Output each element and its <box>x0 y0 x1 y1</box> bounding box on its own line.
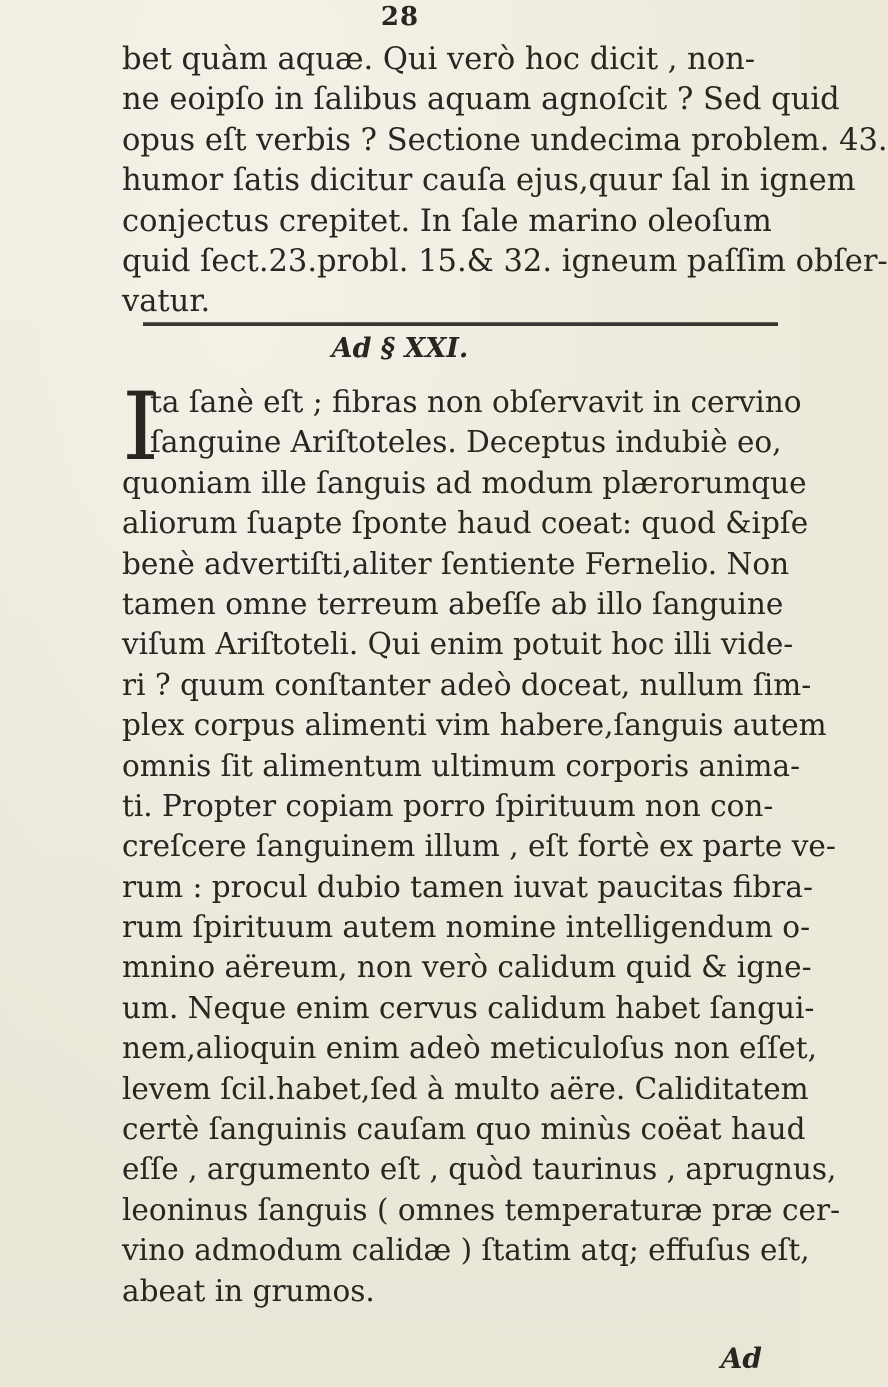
text-line: ſanguine Ariſtoteles. Deceptus indubiè eo, <box>150 425 782 460</box>
text-line: um. Neque enim cervus calidum habet ſangui- <box>122 990 815 1025</box>
paragraph-2 <box>122 373 841 1311</box>
text-line: conjectus crepitet. In ſale marino oleoſum <box>122 203 772 239</box>
text-line: viſum Ariſtoteli. Qui enim potuit hoc illi vide- <box>122 627 794 662</box>
text-line: quid ſect.23.probl. 15.& 32. igneum paſſim obſer- <box>122 243 888 279</box>
text-line: creſcere ſanguinem illum , eſt fortè ex parte ve- <box>122 829 836 864</box>
text-line: certè ſanguinis cauſam quo minùs coëat haud <box>122 1112 806 1147</box>
text-line: aliorum ſuapte ſponte haud coeat: quod &ipſe <box>122 506 809 541</box>
catchword: Ad <box>720 1342 762 1375</box>
text-line: ri ? quum conſtanter adeò doceat, nullum ſim- <box>122 667 812 702</box>
text-line: vatur. <box>122 284 211 320</box>
text-line: rum ſpirituum autem nomine intelligendum o- <box>122 910 811 945</box>
text-line: benè advertiſti,aliter ſentiente Fernelio. Non <box>122 546 790 581</box>
section-divider-rule <box>143 322 778 326</box>
drop-cap-initial: I <box>122 373 160 482</box>
text-line: plex corpus alimenti vim habere,ſanguis autem <box>122 708 827 743</box>
text-line: rum : procul dubio tamen iuvat paucitas fibra- <box>122 869 813 904</box>
text-line: nem,alioquin enim adeò meticuloſus non eſſet, <box>122 1031 818 1066</box>
text-line: opus eſt verbis ? Sectione undecima problem. 43. <box>122 122 888 158</box>
text-line: ti. Propter copiam porro ſpirituum non con- <box>122 788 774 823</box>
text-line: humor ſatis dicitur cauſa ejus,quur ſal in ignem <box>122 163 856 199</box>
text-line: vino admodum calidæ ) ſtatim atq; effuſus eſt, <box>122 1233 810 1268</box>
paragraph-1 <box>122 40 888 323</box>
text-line: leoninus ſanguis ( omnes temperaturæ præ cer- <box>122 1192 841 1227</box>
page-number: 28 <box>380 2 420 32</box>
text-line: quoniam ille ſanguis ad modum plærorumque <box>122 465 807 500</box>
text-line: omnis ſit alimentum ultimum corporis anima- <box>122 748 801 783</box>
text-line: tamen omne terreum abeſſe ab illo ſanguine <box>122 586 784 621</box>
text-line: ta ſanè eſt ; fibras non obſervavit in cervino <box>150 385 802 419</box>
text-line: eſſe , argumento eſt , quòd taurinus , aprugnus, <box>122 1152 837 1187</box>
text-line: ne eoipſo in ſalibus aquam agnoſcit ? Sed quid <box>122 82 840 118</box>
section-heading: Ad § XXI. <box>331 333 469 364</box>
text-line: abeat in grumos. <box>122 1273 375 1308</box>
text-line: levem ſcil.habet,ſed à multo aëre. Caliditatem <box>122 1071 809 1106</box>
text-line: bet quàm aquæ. Qui verò hoc dicit , non- <box>122 42 756 77</box>
text-line: mnino aëreum, non verò calidum quid & igne- <box>122 950 812 985</box>
